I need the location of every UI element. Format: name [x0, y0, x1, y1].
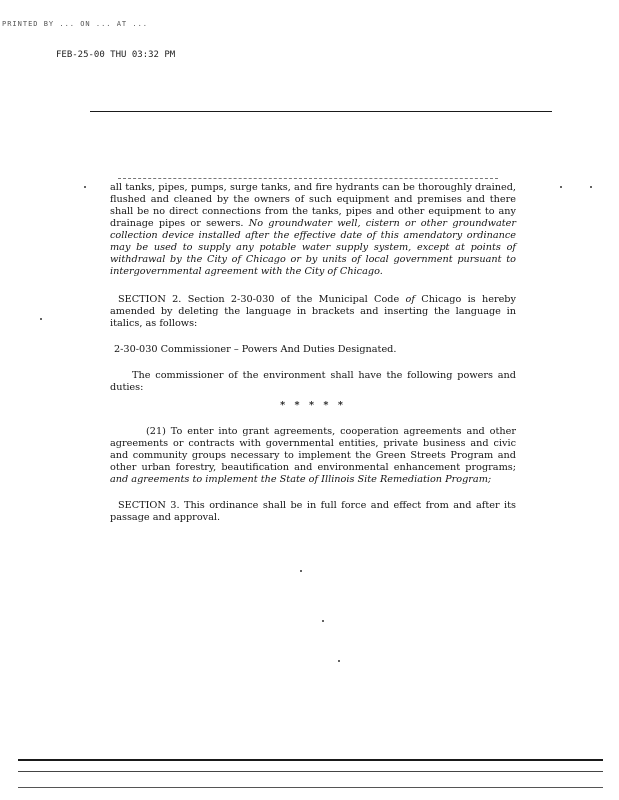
- section-3: SECTION 3. This ordinance shall be in full force and effect from and after its passage and approval.: [110, 500, 516, 523]
- scan-speck: [590, 186, 592, 188]
- code-section-heading: 2-30-030 Commissioner – Powers And Duties Designated.: [114, 344, 397, 355]
- paragraph-groundwater-plain: all tanks, pipes, pumps, surge tanks, and fire hydrants can be thoroughly drained, flushed and cleaned by the owners of such equipment and premises and there shall be no direct connections from the tanks, pipes and other equipment to any drainage pipes or sewers.: [110, 182, 516, 229]
- footer-divider: [18, 771, 603, 772]
- footer-divider: [18, 759, 603, 761]
- paragraph-groundwater: [110, 182, 516, 278]
- scan-speck: [40, 318, 42, 320]
- section-2: [110, 294, 516, 330]
- fax-date-time: FEB-25-00 THU 03:32 PM: [56, 50, 176, 60]
- section-2-text-after: Chicago is hereby amended by deleting the language in brackets and inserting the language in italics, as follows:: [110, 294, 516, 329]
- item-21-plain: (21) To enter into grant agreements, cooperation agreements and other agreements or contracts with governmental entities, private business and civic and community groups necessary to implement the Green Streets Program and other urban forestry, beautification and environmental enhancement programs;: [110, 426, 516, 473]
- section-2-italic-of: of: [405, 294, 415, 305]
- fax-transmission-line: PRINTED BY ... ON ... AT ...: [2, 20, 149, 28]
- item-21: [110, 426, 516, 486]
- scan-speck: [560, 186, 562, 188]
- scan-speck: [322, 620, 324, 622]
- section-2-text-before: SECTION 2. Section 2-30-030 of the Municipal Code: [118, 294, 406, 305]
- item-21-italic: and agreements to implement the State of Illinois Site Remediation Program;: [110, 474, 492, 485]
- scan-speck: [84, 186, 86, 188]
- footer-divider: [18, 787, 603, 788]
- ordinance-text: [110, 182, 516, 524]
- scan-speck: [300, 570, 302, 572]
- scan-speck: [338, 660, 340, 662]
- paragraph-groundwater-italic: No groundwater well, cistern or other groundwater collection device installed after the effective date of this amendatory ordinance may be used to supply any potable water supply system, except at points of withdrawal by the City of Chicago or by units of local government pursuant to intergovernmental agreement with the City of Chicago.: [110, 218, 516, 277]
- powers-intro: The commissioner of the environment shall have the following powers and duties:: [110, 370, 516, 393]
- omission-stars: * * * * *: [280, 400, 346, 411]
- fax-header: [0, 0, 619, 70]
- header-divider: [90, 111, 552, 112]
